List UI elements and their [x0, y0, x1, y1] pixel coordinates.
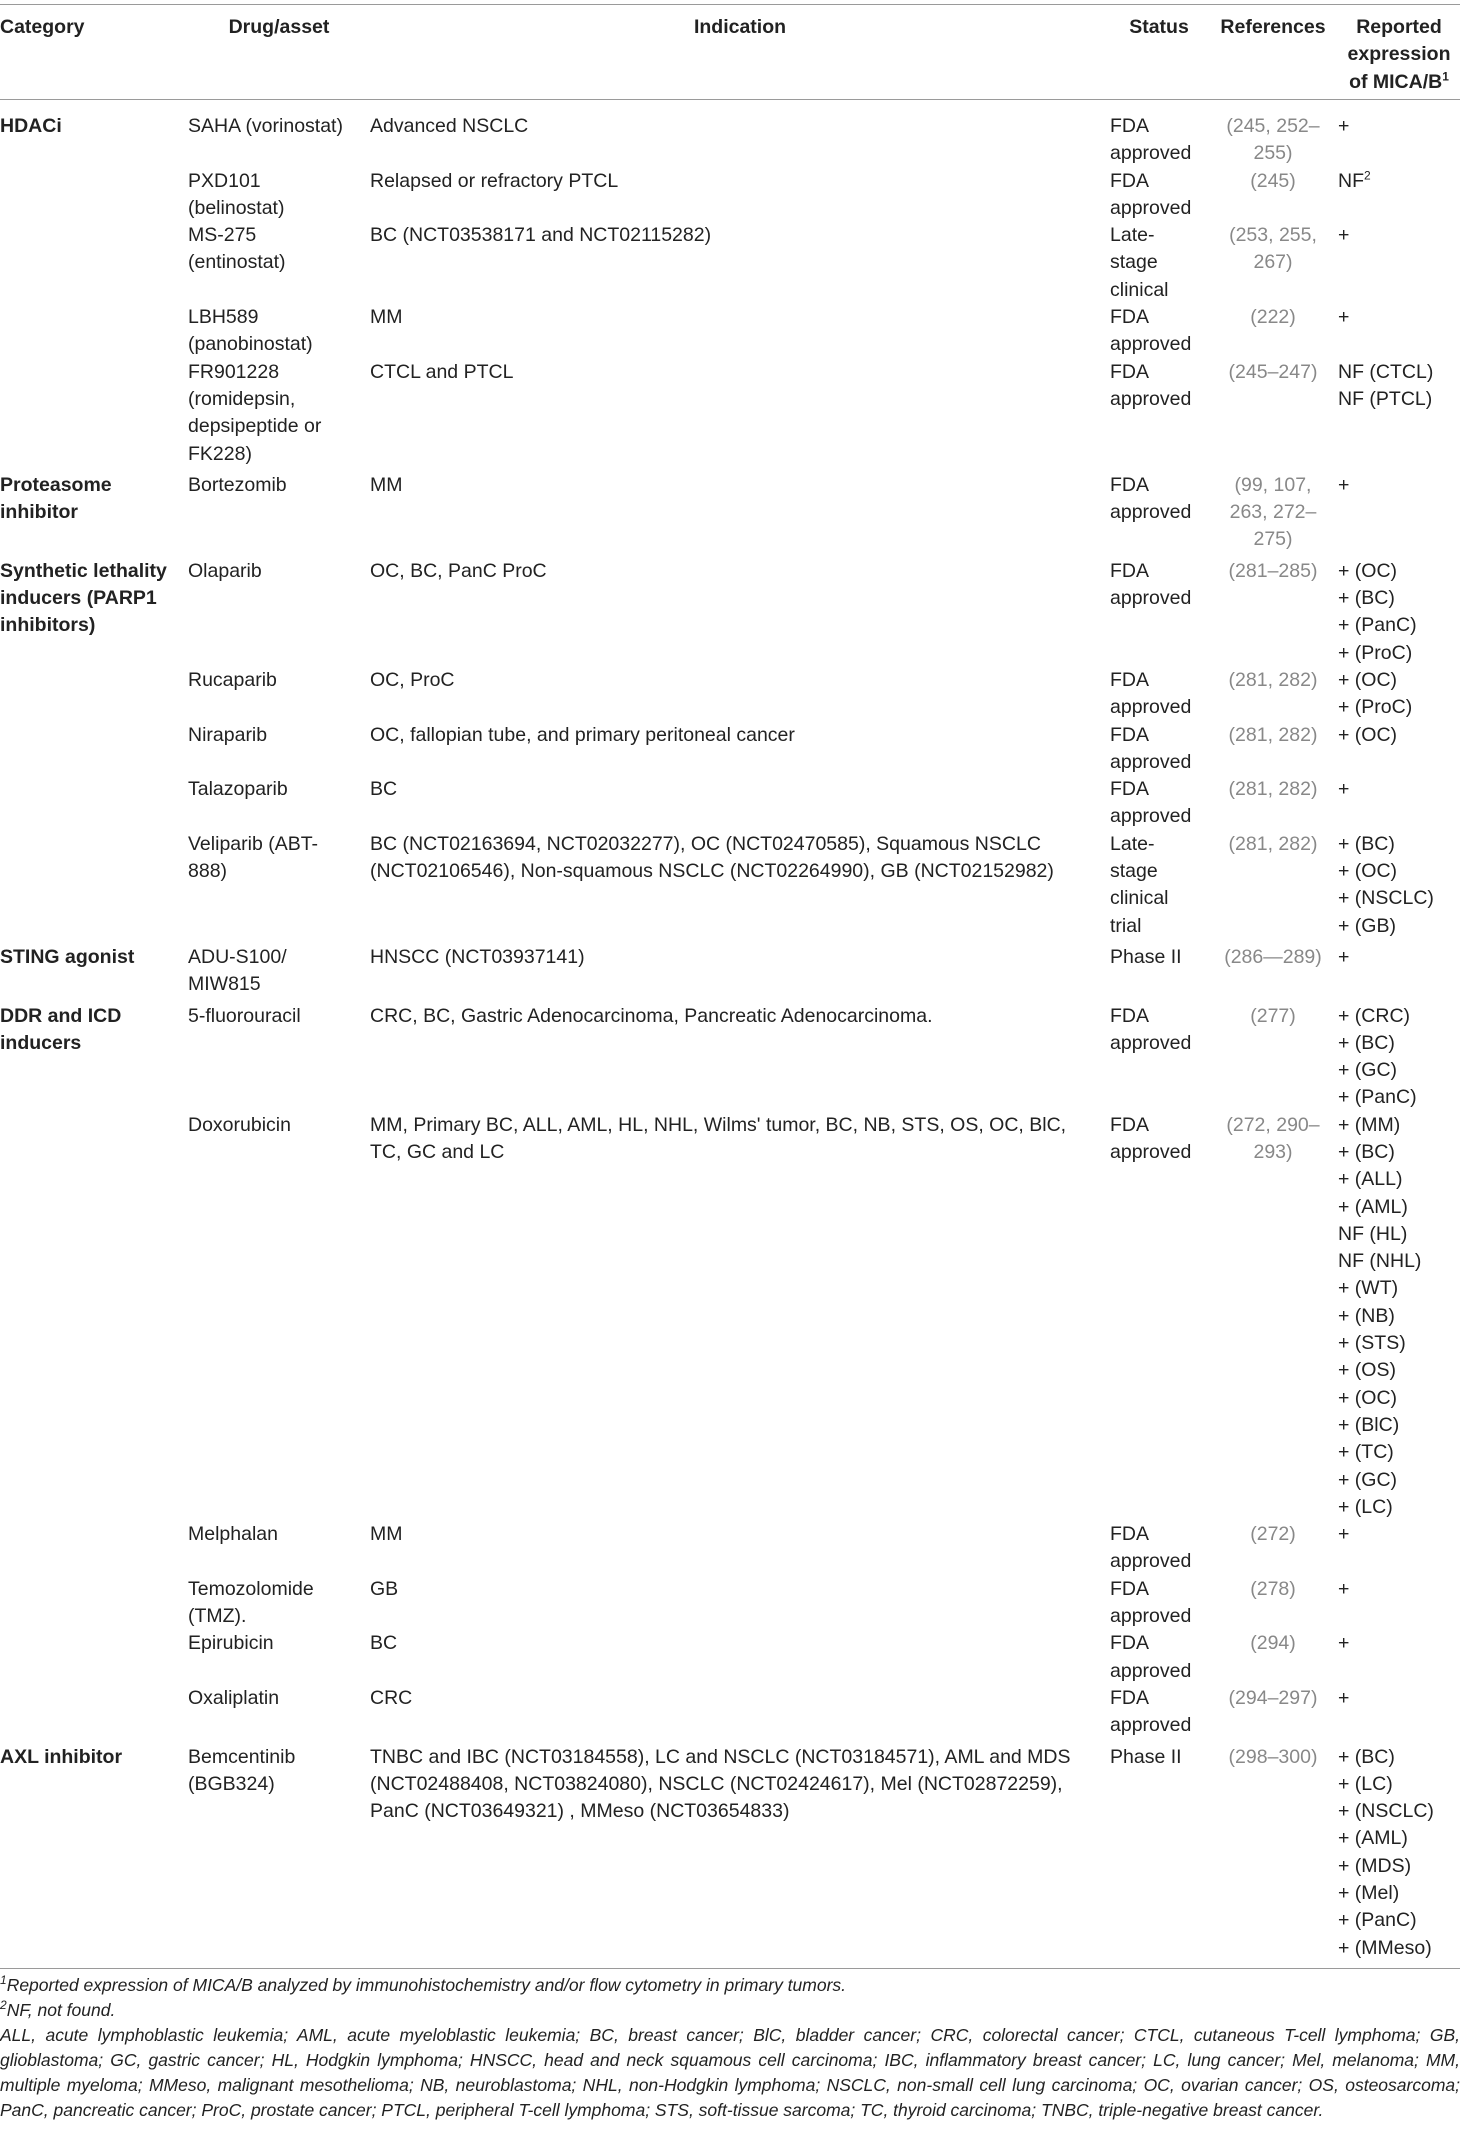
cell-expression-text: + (BC) + (OC) + (NSCLC) + (GB) — [1338, 832, 1434, 937]
cell-indication — [370, 1685, 1110, 1740]
footnotes — [0, 1973, 1460, 2123]
cell-expression — [1338, 468, 1460, 554]
cell-drug — [188, 554, 370, 667]
cell-expression-text: + (OC) — [1338, 723, 1398, 746]
table-row — [0, 1630, 1460, 1685]
header-drug: Drug/asset — [228, 16, 330, 38]
cell-drug-text: Melphalan — [188, 1523, 278, 1546]
cell-indication-text: MM, Primary BC, ALL, AML, HL, NHL, Wilms' tumor, BC, NB, STS, OS, OC, BlC, TC, GC and LC — [370, 1113, 1067, 1163]
cell-status — [1110, 1740, 1208, 1969]
cell-indication-text: CTCL and PTCL — [370, 360, 514, 383]
footnote-2 — [0, 1998, 1460, 2023]
table-row — [0, 1685, 1460, 1740]
cell-expression-text: + — [1338, 1577, 1350, 1600]
cell-drug-text: MS-275 (entinostat) — [188, 224, 286, 274]
cell-category — [0, 100, 188, 168]
cell-status-text: FDA approved — [1110, 1632, 1192, 1682]
cell-references-text: (272, 290– 293) — [1226, 1113, 1320, 1163]
table-header — [0, 5, 1460, 100]
cell-references — [1208, 940, 1338, 999]
cell-expression-text: + — [1338, 473, 1350, 496]
header-expression — [1338, 5, 1460, 100]
table-row — [0, 1112, 1460, 1521]
cell-indication — [370, 304, 1110, 359]
cell-drug-text: PXD101 (belinostat) — [188, 169, 285, 219]
cell-references-text: (99, 107, 263, 272– 275) — [1229, 473, 1317, 551]
header-indication: Indication — [693, 16, 787, 38]
cell-indication — [370, 222, 1110, 304]
cell-expression-text: + (MM) + (BC) + (ALL) + (AML) NF (HL) NF (NHL) + (WT) + (NB) + (STS) + (OS) + (OC) + (BlC) + (TC) + (GC) + (LC) — [1338, 1113, 1422, 1518]
table-row — [0, 667, 1460, 722]
cell-expression-text: + — [1338, 306, 1350, 329]
footnote-2-sup: 2 — [0, 1998, 7, 2013]
cell-drug-text: FR901228 (romidepsin, depsipeptide or FK228) — [188, 360, 322, 465]
cell-expression — [1338, 304, 1460, 359]
cell-expression — [1338, 100, 1460, 168]
table-row — [0, 831, 1460, 940]
cell-indication-text: TNBC and IBC (NCT03184558), LC and NSCLC (NCT03184571), AML and MDS (NCT02488408, NCT03824080), NSCLC (NCT02424617), Mel (NCT02872259), PanC (NCT03649321) , MMeso (NCT03654833) — [370, 1745, 1071, 1823]
cell-indication-text: BC (NCT03538171 and NCT02115282) — [370, 224, 712, 247]
cell-expression-text: + — [1338, 115, 1350, 137]
cell-category — [0, 999, 188, 1112]
cell-status-text: FDA approved — [1110, 1004, 1192, 1054]
cell-status — [1110, 222, 1208, 304]
cell-expression — [1338, 999, 1460, 1112]
cell-indication — [370, 359, 1110, 468]
table-row — [0, 100, 1460, 168]
cell-status-text: Late- stage clinical trial — [1110, 832, 1169, 937]
cell-category — [0, 1740, 188, 1969]
cell-references — [1208, 304, 1338, 359]
cell-indication-text: OC, BC, PanC ProC — [370, 559, 547, 582]
cell-references — [1208, 1521, 1338, 1576]
cell-category — [0, 722, 188, 777]
cell-references-text: (245, 252– 255) — [1226, 115, 1320, 165]
cell-drug — [188, 100, 370, 168]
cell-indication — [370, 831, 1110, 940]
cell-drug-text: Epirubicin — [188, 1632, 274, 1655]
cell-expression — [1338, 1740, 1460, 1969]
cell-indication — [370, 940, 1110, 999]
drug-table — [0, 4, 1460, 1969]
cell-expression-text: + — [1338, 1686, 1350, 1709]
header-references: References — [1220, 16, 1326, 38]
cell-references-text: (281, 282) — [1228, 832, 1318, 855]
cell-status-text: FDA approved — [1110, 723, 1192, 773]
header-expression-sup: 1 — [1442, 69, 1449, 84]
cell-references-text: (281, 282) — [1228, 668, 1318, 691]
cell-status — [1110, 1630, 1208, 1685]
cell-indication-text: HNSCC (NCT03937141) — [370, 945, 585, 968]
cell-category — [0, 468, 188, 554]
cell-expression — [1338, 554, 1460, 667]
cell-drug — [188, 1112, 370, 1521]
cell-drug — [188, 1740, 370, 1969]
cell-references — [1208, 222, 1338, 304]
cell-category — [0, 940, 188, 999]
cell-expression-text: + — [1338, 778, 1350, 801]
cell-indication — [370, 1740, 1110, 1969]
table-row — [0, 359, 1460, 468]
cell-status-text: FDA approved — [1110, 169, 1192, 219]
table-row — [0, 304, 1460, 359]
cell-status — [1110, 168, 1208, 223]
cell-indication-text: Relapsed or refractory PTCL — [370, 169, 619, 192]
cell-expression-sup: 2 — [1364, 168, 1371, 183]
footnote-1 — [0, 1973, 1460, 1998]
cell-indication — [370, 1630, 1110, 1685]
header-expression-line2: expression — [1347, 43, 1451, 66]
cell-drug — [188, 1521, 370, 1576]
cell-category-text: HDACi — [0, 115, 62, 137]
cell-indication-text: Advanced NSCLC — [370, 115, 529, 137]
cell-expression — [1338, 1630, 1460, 1685]
cell-status-text: Phase II — [1110, 1745, 1182, 1768]
cell-category — [0, 222, 188, 304]
cell-references-text: (294–297) — [1228, 1686, 1318, 1709]
cell-indication — [370, 999, 1110, 1112]
cell-expression — [1338, 1112, 1460, 1521]
cell-expression-text: + — [1338, 945, 1350, 968]
cell-expression — [1338, 222, 1460, 304]
cell-references — [1208, 667, 1338, 722]
cell-indication — [370, 1576, 1110, 1631]
header-category: Category — [0, 16, 85, 38]
cell-status-text: FDA approved — [1110, 115, 1192, 165]
header-expression-line3: of MICA/B — [1349, 70, 1443, 93]
header-expression-line1: Reported — [1356, 16, 1442, 38]
cell-indication-text: CRC — [370, 1686, 413, 1709]
table-row — [0, 168, 1460, 223]
cell-references-text: (277) — [1250, 1004, 1296, 1027]
cell-expression — [1338, 831, 1460, 940]
cell-indication-text: BC — [370, 778, 398, 801]
cell-references — [1208, 1112, 1338, 1521]
cell-status — [1110, 100, 1208, 168]
cell-drug — [188, 831, 370, 940]
cell-category — [0, 831, 188, 940]
cell-references-text: (281, 282) — [1228, 723, 1318, 746]
cell-indication-text: MM — [370, 473, 403, 496]
cell-indication — [370, 722, 1110, 777]
cell-status-text: FDA approved — [1110, 1577, 1192, 1628]
table-row — [0, 554, 1460, 667]
cell-category — [0, 1112, 188, 1521]
cell-expression-text: NF (CTCL) NF (PTCL) — [1338, 360, 1434, 410]
cell-status-text: Phase II — [1110, 945, 1182, 968]
cell-drug — [188, 1576, 370, 1631]
cell-references-text: (245–247) — [1228, 360, 1318, 383]
cell-expression-text: NF — [1338, 169, 1364, 192]
table-row — [0, 222, 1460, 304]
cell-drug — [188, 940, 370, 999]
cell-references — [1208, 1685, 1338, 1740]
cell-references — [1208, 168, 1338, 223]
cell-indication-text: MM — [370, 1523, 403, 1546]
cell-expression-text: + — [1338, 1523, 1350, 1546]
cell-status-text: FDA approved — [1110, 668, 1192, 719]
cell-references — [1208, 722, 1338, 777]
cell-status — [1110, 831, 1208, 940]
cell-category — [0, 304, 188, 359]
cell-indication — [370, 1521, 1110, 1576]
cell-references — [1208, 1576, 1338, 1631]
cell-category-text: Proteasome inhibitor — [0, 473, 112, 524]
cell-expression-text: + (OC) + (ProC) — [1338, 668, 1413, 719]
cell-expression-text: + (BC) + (LC) + (NSCLC) + (AML) + (MDS) + (Mel) + (PanC) + (MMeso) — [1338, 1745, 1434, 1959]
cell-references — [1208, 100, 1338, 168]
cell-category-text: AXL inhibitor — [0, 1745, 123, 1768]
cell-category — [0, 776, 188, 831]
cell-status-text: FDA approved — [1110, 473, 1192, 524]
footnote-2-text: NF, not found. — [6, 2000, 116, 2020]
cell-drug-text: Doxorubicin — [188, 1113, 291, 1136]
abbreviations: ALL, acute lymphoblastic leukemia; AML, acute myeloblastic leukemia; BC, breast cancer; BlC, bladder cancer; CRC, colorectal cancer; CTCL, cutaneous T-cell lymphoma; GB, glioblastoma; GC, gastric cancer; HL, Hodgkin lymphoma; HNSCC, head and neck squamous cell carcinoma; IBC, inflammatory breast cancer; LC, lung cancer; Mel, melanoma; MM, multiple myeloma; MMeso, malignant mesothelioma; NB, neuroblastoma; NHL, non-Hodgkin lymphoma; NSCLC, non-small cell lung carcinoma; OC, ovarian cancer; OS, osteosarcoma; PanC, pancreatic cancer; ProC, prostate cancer; PTCL, peripheral T-cell lymphoma; STS, soft-tissue sarcoma; TC, thyroid carcinoma; TNBC, triple-negative breast cancer. — [0, 2025, 1460, 2120]
cell-status-text: FDA approved — [1110, 306, 1192, 356]
table-body — [0, 100, 1460, 1969]
cell-references — [1208, 999, 1338, 1112]
cell-expression — [1338, 940, 1460, 999]
cell-references-text: (281, 282) — [1228, 778, 1318, 801]
cell-drug — [188, 1685, 370, 1740]
table-row — [0, 999, 1460, 1112]
cell-drug-text: Bemcentinib (BGB324) — [188, 1745, 296, 1795]
cell-references — [1208, 1630, 1338, 1685]
cell-references — [1208, 359, 1338, 468]
cell-status-text: Late- stage clinical — [1110, 224, 1169, 301]
cell-status — [1110, 1685, 1208, 1740]
cell-references-text: (253, 255, 267) — [1229, 224, 1317, 274]
cell-references-text: (286—289) — [1224, 945, 1322, 968]
cell-drug-text: Bortezomib — [188, 473, 287, 496]
cell-drug-text: ADU-S100/ MIW815 — [188, 945, 287, 996]
cell-references-text: (278) — [1250, 1577, 1296, 1600]
cell-drug — [188, 667, 370, 722]
table-row — [0, 940, 1460, 999]
cell-status — [1110, 359, 1208, 468]
cell-status — [1110, 1112, 1208, 1521]
cell-category — [0, 667, 188, 722]
footnote-1-text: Reported expression of MICA/B analyzed by immunohistochemistry and/or flow cytometry in primary tumors. — [6, 1975, 847, 1995]
cell-drug — [188, 359, 370, 468]
header-status: Status — [1129, 16, 1189, 38]
cell-status — [1110, 1521, 1208, 1576]
cell-indication — [370, 100, 1110, 168]
cell-category-text: Synthetic lethality inducers (PARP1 inhibitors) — [0, 559, 167, 637]
cell-indication-text: OC, ProC — [370, 668, 455, 691]
table-row — [0, 1576, 1460, 1631]
cell-drug — [188, 222, 370, 304]
cell-status — [1110, 999, 1208, 1112]
cell-drug — [188, 304, 370, 359]
cell-status-text: FDA approved — [1110, 559, 1192, 610]
cell-drug — [188, 1630, 370, 1685]
cell-references-text: (281–285) — [1228, 559, 1318, 582]
cell-expression-text: + (OC) + (BC) + (PanC) + (ProC) — [1338, 559, 1417, 664]
cell-indication — [370, 468, 1110, 554]
cell-references — [1208, 1740, 1338, 1969]
cell-references-text: (294) — [1250, 1632, 1296, 1655]
cell-expression — [1338, 776, 1460, 831]
cell-status — [1110, 940, 1208, 999]
cell-indication-text: OC, fallopian tube, and primary peritoneal cancer — [370, 723, 795, 746]
cell-references-text: (222) — [1250, 306, 1296, 329]
cell-indication-text: BC (NCT02163694, NCT02032277), OC (NCT02470585), Squamous NSCLC (NCT02106546), Non-squamous NSCLC (NCT02264990), GB (NCT02152982) — [370, 832, 1054, 883]
cell-drug — [188, 776, 370, 831]
cell-drug-text: SAHA (vorinostat) — [188, 115, 343, 137]
cell-drug-text: Temozolomide (TMZ). — [188, 1577, 314, 1628]
cell-references — [1208, 831, 1338, 940]
cell-expression — [1338, 722, 1460, 777]
cell-category — [0, 1521, 188, 1576]
cell-status — [1110, 554, 1208, 667]
cell-status — [1110, 722, 1208, 777]
cell-category — [0, 554, 188, 667]
cell-expression — [1338, 1685, 1460, 1740]
cell-status-text: FDA approved — [1110, 778, 1192, 828]
table-row — [0, 1740, 1460, 1969]
cell-category — [0, 1630, 188, 1685]
cell-indication-text: CRC, BC, Gastric Adenocarcinoma, Pancreatic Adenocarcinoma. — [370, 1004, 933, 1027]
cell-drug — [188, 722, 370, 777]
cell-drug-text: Veliparib (ABT- 888) — [188, 832, 319, 883]
cell-drug-text: 5-fluorouracil — [188, 1004, 301, 1027]
cell-status-text: FDA approved — [1110, 1686, 1192, 1737]
cell-drug-text: Niraparib — [188, 723, 268, 746]
cell-expression-text: + (CRC) + (BC) + (GC) + (PanC) — [1338, 1004, 1417, 1109]
cell-drug-text: Oxaliplatin — [188, 1686, 280, 1709]
cell-drug — [188, 468, 370, 554]
cell-category — [0, 359, 188, 468]
cell-drug — [188, 999, 370, 1112]
cell-expression-text: + — [1338, 224, 1350, 247]
table-row — [0, 722, 1460, 777]
cell-drug-text: Talazoparib — [188, 778, 288, 801]
cell-references-text: (298–300) — [1228, 1745, 1318, 1768]
cell-indication-text: GB — [370, 1577, 399, 1600]
cell-expression — [1338, 168, 1460, 223]
cell-drug — [188, 168, 370, 223]
cell-category-text: STING agonist — [0, 945, 135, 968]
cell-drug-text: LBH589 (panobinostat) — [188, 306, 313, 356]
cell-indication — [370, 1112, 1110, 1521]
cell-status-text: FDA approved — [1110, 1523, 1192, 1573]
cell-indication-text: MM — [370, 306, 403, 329]
cell-status — [1110, 1576, 1208, 1631]
cell-indication-text: BC — [370, 1632, 398, 1655]
cell-status — [1110, 468, 1208, 554]
table-row — [0, 1521, 1460, 1576]
cell-category — [0, 168, 188, 223]
cell-references-text: (272) — [1250, 1523, 1296, 1546]
cell-indication — [370, 168, 1110, 223]
cell-status — [1110, 667, 1208, 722]
cell-status — [1110, 304, 1208, 359]
cell-expression-text: + — [1338, 1632, 1350, 1655]
cell-status — [1110, 776, 1208, 831]
cell-references-text: (245) — [1250, 169, 1296, 192]
cell-status-text: FDA approved — [1110, 360, 1192, 410]
footnote-1-sup: 1 — [0, 1973, 7, 1988]
cell-expression — [1338, 1521, 1460, 1576]
table-row — [0, 468, 1460, 554]
cell-indication — [370, 667, 1110, 722]
cell-category-text: DDR and ICD inducers — [0, 1004, 122, 1054]
cell-references — [1208, 776, 1338, 831]
cell-indication — [370, 554, 1110, 667]
cell-category — [0, 1685, 188, 1740]
cell-status-text: FDA approved — [1110, 1113, 1192, 1163]
cell-drug-text: Rucaparib — [188, 668, 277, 691]
table-row — [0, 776, 1460, 831]
cell-category — [0, 1576, 188, 1631]
cell-expression — [1338, 359, 1460, 468]
cell-expression — [1338, 1576, 1460, 1631]
cell-references — [1208, 554, 1338, 667]
cell-drug-text: Olaparib — [188, 559, 262, 582]
cell-indication — [370, 776, 1110, 831]
cell-expression — [1338, 667, 1460, 722]
cell-references — [1208, 468, 1338, 554]
